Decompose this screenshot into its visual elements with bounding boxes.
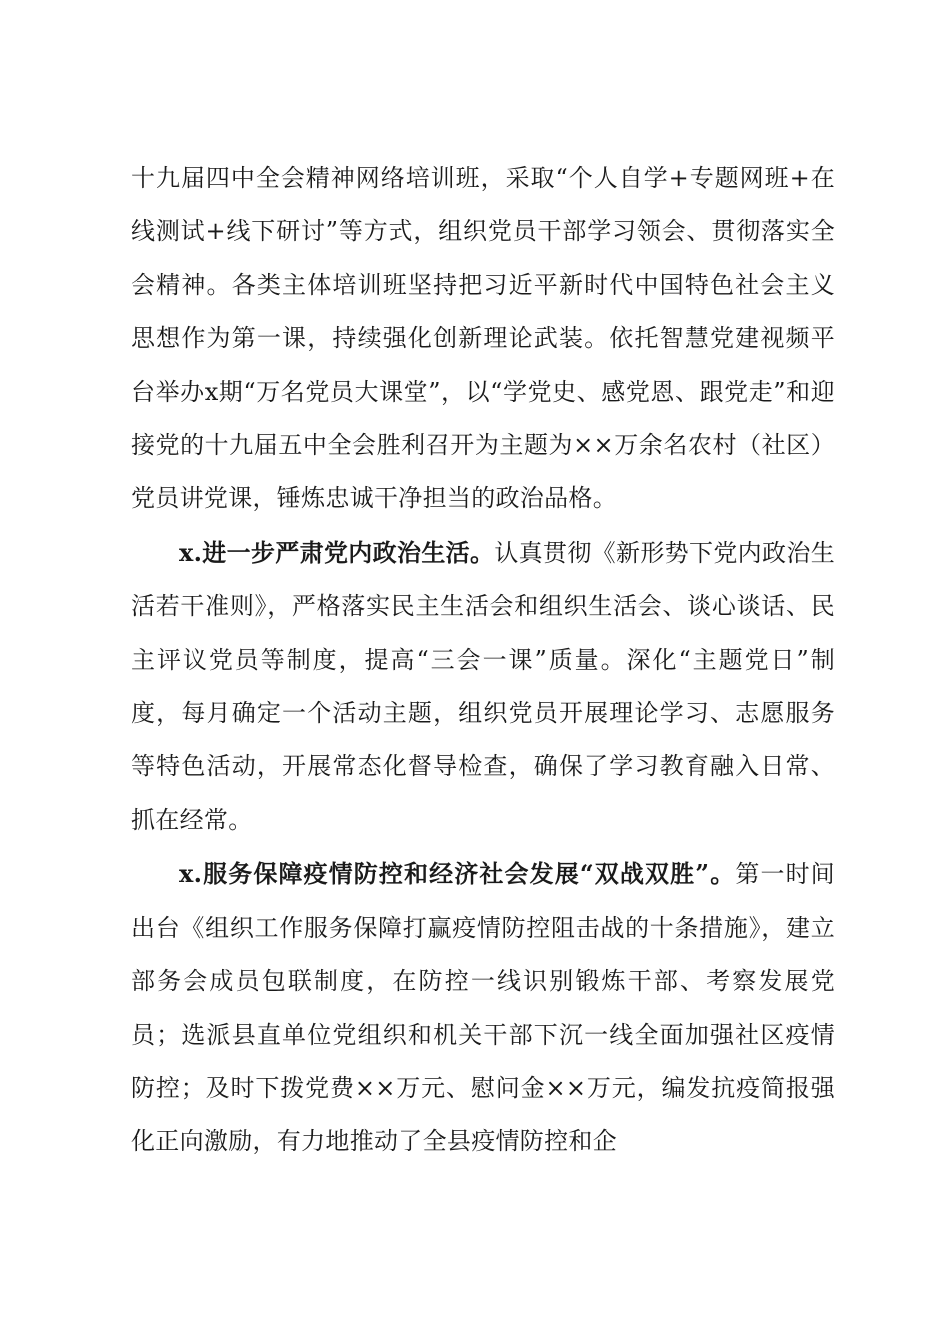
paragraph-continuation [131,152,835,526]
paragraph-epidemic-service [131,847,835,1168]
document-body [131,152,835,1169]
paragraph-text: 十九届四中全会精神网络培训班，采取“个人自学+专题网班+在线测试+线下研讨”等方式，组织党员干部学习领会、贯彻落实全会精神。各类主体培训班坚持把习近平新时代中国特色社会主义思想作为第一课，持续强化创新理论武装。依托智慧党建视频平台举办x期“万名党员大课堂”，以“学党史、感党恩、跟党走”和迎接党的十九届五中全会胜利召开为主题为××万余名农村（社区）党员讲党课，锤炼忠诚干净担当的政治品格。 [131,164,835,513]
paragraph-text: 认真贯彻《新形势下党内政治生活若干准则》，严格落实民主生活会和组织生活会、谈心谈话、民主评议党员等制度，提高“三会一课”质量。深化“主题党日”制度，每月确定一个活动主题，组织党员开展理论学习、志愿服务等特色活动，开展常态化督导检查，确保了学习教育融入日常、抓在经常。 [131,538,835,834]
paragraph-heading: x.服务保障疫情防控和经济社会发展“双战双胜”。 [179,859,736,889]
paragraph-heading: x.进一步严肃党内政治生活。 [179,537,495,567]
paragraph-text: 第一时间出台《组织工作服务保障打赢疫情防控阻击战的十条措施》，建立部务会成员包联制度，在防控一线识别锻炼干部、考察发展党员；选派县直单位党组织和机关干部下沉一线全面加强社区疫情防控；及时下拨党费××万元、慰问金××万元，编发抗疫简报强化正向激励，有力地推动了全县疫情防控和企 [131,860,835,1156]
paragraph-party-political-life [131,526,835,847]
